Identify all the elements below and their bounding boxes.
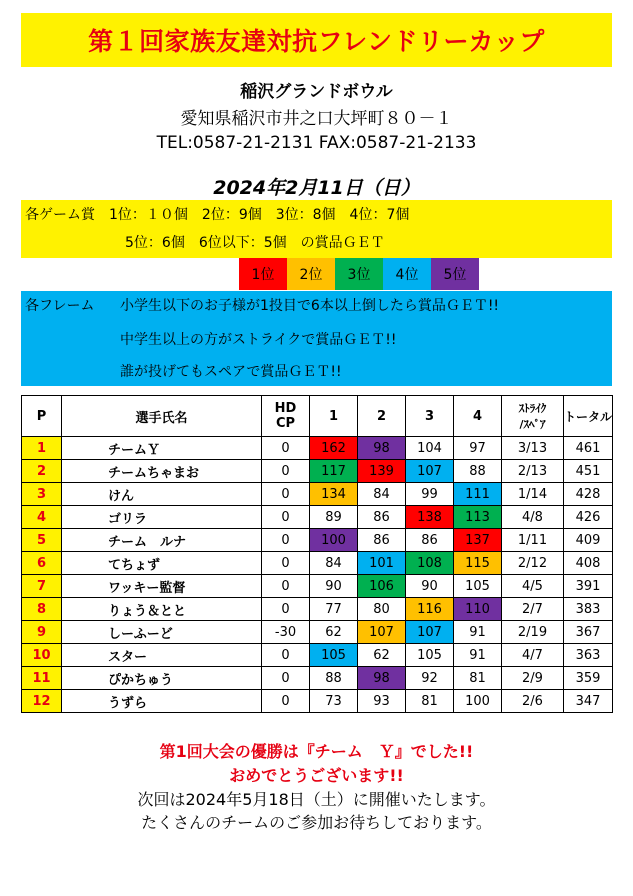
legend-rank-1: 1位: [239, 258, 287, 290]
cell-place: 2: [22, 460, 62, 483]
cell-game-2: 62: [358, 644, 406, 667]
cell-game-2: 98: [358, 437, 406, 460]
cell-player-name: チームちゃまお: [62, 460, 262, 483]
cell-game-3: 86: [406, 529, 454, 552]
cell-game-4: 113: [454, 506, 502, 529]
cell-place: 3: [22, 483, 62, 506]
cell-game-3: 99: [406, 483, 454, 506]
cell-game-4: 97: [454, 437, 502, 460]
score-table: [21, 395, 613, 713]
cell-hdcp: 0: [262, 644, 310, 667]
header-game-4: 4: [454, 396, 502, 437]
cell-game-1: 134: [310, 483, 358, 506]
cell-total: 426: [564, 506, 613, 529]
table-row: [22, 506, 613, 529]
cell-hdcp: 0: [262, 437, 310, 460]
cell-game-3: 104: [406, 437, 454, 460]
cell-game-4: 81: [454, 667, 502, 690]
cell-game-1: 162: [310, 437, 358, 460]
cell-game-1: 88: [310, 667, 358, 690]
cell-game-1: 89: [310, 506, 358, 529]
cell-game-1: 62: [310, 621, 358, 644]
frame-prize-line-2: 中学生以上の方がストライクで賞品ＧＥＴ!!: [120, 332, 397, 348]
cell-strike-spare: 2/9: [502, 667, 564, 690]
cell-game-1: 117: [310, 460, 358, 483]
cell-place: 12: [22, 690, 62, 713]
game-prize-line-2: 5位：6個 6位以下：5個 の賞品ＧＥＴ: [125, 235, 385, 251]
cell-strike-spare: 2/6: [502, 690, 564, 713]
cell-hdcp: 0: [262, 552, 310, 575]
legend-rank-4: 4位: [383, 258, 431, 290]
cell-player-name: チームＹ: [62, 437, 262, 460]
cell-game-2: 86: [358, 529, 406, 552]
cell-game-1: 73: [310, 690, 358, 713]
cell-game-1: 77: [310, 598, 358, 621]
venue-contact: TEL:0587-21-2131 FAX:0587-21-2133: [156, 133, 477, 153]
cell-player-name: けん: [62, 483, 262, 506]
cell-game-3: 107: [406, 621, 454, 644]
cell-game-3: 138: [406, 506, 454, 529]
cell-game-2: 86: [358, 506, 406, 529]
cell-game-2: 107: [358, 621, 406, 644]
cell-hdcp: 0: [262, 529, 310, 552]
cell-strike-spare: 4/7: [502, 644, 564, 667]
winner-announcement: 第1回大会の優勝は『チーム Ｙ』でした!!: [159, 742, 474, 761]
cell-game-2: 106: [358, 575, 406, 598]
cell-strike-spare: 4/8: [502, 506, 564, 529]
cell-game-3: 108: [406, 552, 454, 575]
cell-player-name: しーふーど: [62, 621, 262, 644]
congratulations-text: おめでとうございます!!: [229, 766, 404, 785]
cell-game-2: 93: [358, 690, 406, 713]
cell-game-1: 84: [310, 552, 358, 575]
cell-total: 409: [564, 529, 613, 552]
cell-game-2: 98: [358, 667, 406, 690]
cell-place: 9: [22, 621, 62, 644]
cell-strike-spare: 2/13: [502, 460, 564, 483]
header-hdcp: HD CP: [262, 396, 310, 437]
cell-game-3: 116: [406, 598, 454, 621]
cell-player-name: うずら: [62, 690, 262, 713]
cell-total: 391: [564, 575, 613, 598]
score-table-body: [22, 437, 613, 713]
venue-name: 稲沢グランドボウル: [240, 82, 393, 102]
cell-place: 4: [22, 506, 62, 529]
cell-game-4: 110: [454, 598, 502, 621]
game-prize-box: [21, 200, 612, 258]
cell-game-4: 91: [454, 644, 502, 667]
header-name: 選手氏名: [62, 396, 262, 437]
cell-hdcp: 0: [262, 598, 310, 621]
cell-strike-spare: 4/5: [502, 575, 564, 598]
cell-total: 347: [564, 690, 613, 713]
cell-total: 461: [564, 437, 613, 460]
cell-game-2: 139: [358, 460, 406, 483]
table-row: [22, 667, 613, 690]
cell-game-4: 115: [454, 552, 502, 575]
cell-place: 11: [22, 667, 62, 690]
cell-strike-spare: 1/14: [502, 483, 564, 506]
cell-game-1: 100: [310, 529, 358, 552]
cell-game-1: 105: [310, 644, 358, 667]
cell-strike-spare: 2/19: [502, 621, 564, 644]
next-event-text: 次回は2024年5月18日（土）に開催いたします。: [137, 790, 496, 809]
cell-hdcp: 0: [262, 460, 310, 483]
frame-prize-line-3: 誰が投げてもスペアで賞品ＧＥＴ!!: [120, 364, 342, 380]
frame-prize-box: [21, 291, 612, 386]
cell-player-name: ぴかちゅう: [62, 667, 262, 690]
cell-total: 383: [564, 598, 613, 621]
invitation-text: たくさんのチームのご参加お待ちしております。: [141, 813, 492, 832]
cell-game-4: 91: [454, 621, 502, 644]
cell-place: 8: [22, 598, 62, 621]
page-title: 第１回家族友達対抗フレンドリーカップ: [88, 27, 545, 56]
cell-player-name: ワッキー監督: [62, 575, 262, 598]
header-strike-spare: ｽﾄﾗｲｸ /ｽﾍﾟｱ: [502, 396, 564, 437]
cell-player-name: スター: [62, 644, 262, 667]
table-row: [22, 598, 613, 621]
header-total: トータル: [564, 396, 613, 437]
cell-place: 7: [22, 575, 62, 598]
cell-game-3: 107: [406, 460, 454, 483]
cell-player-name: てちょず: [62, 552, 262, 575]
cell-game-2: 101: [358, 552, 406, 575]
cell-game-2: 80: [358, 598, 406, 621]
cell-place: 6: [22, 552, 62, 575]
cell-hdcp: 0: [262, 667, 310, 690]
title-banner: [21, 13, 612, 67]
cell-strike-spare: 2/12: [502, 552, 564, 575]
legend-rank-2: 2位: [287, 258, 335, 290]
cell-game-4: 105: [454, 575, 502, 598]
cell-strike-spare: 2/7: [502, 598, 564, 621]
legend-rank-3: 3位: [335, 258, 383, 290]
cell-hdcp: 0: [262, 506, 310, 529]
cell-hdcp: -30: [262, 621, 310, 644]
cell-game-1: 90: [310, 575, 358, 598]
frame-prize-line-1: 小学生以下のお子様が1投目で6本以上倒したら賞品ＧＥＴ!!: [120, 298, 500, 314]
header-game-3: 3: [406, 396, 454, 437]
cell-strike-spare: 1/11: [502, 529, 564, 552]
table-row: [22, 690, 613, 713]
rank-color-legend: [239, 258, 479, 290]
cell-game-3: 92: [406, 667, 454, 690]
table-row: [22, 460, 613, 483]
cell-place: 5: [22, 529, 62, 552]
cell-game-4: 137: [454, 529, 502, 552]
frame-prize-label: 各フレーム: [25, 298, 95, 314]
table-row: [22, 644, 613, 667]
cell-game-4: 100: [454, 690, 502, 713]
cell-game-4: 111: [454, 483, 502, 506]
table-row: [22, 437, 613, 460]
header-game-1: 1: [310, 396, 358, 437]
cell-game-3: 81: [406, 690, 454, 713]
cell-player-name: チーム ルナ: [62, 529, 262, 552]
table-row: [22, 529, 613, 552]
cell-game-3: 105: [406, 644, 454, 667]
cell-total: 359: [564, 667, 613, 690]
cell-total: 367: [564, 621, 613, 644]
table-row: [22, 621, 613, 644]
cell-total: 408: [564, 552, 613, 575]
table-row: [22, 552, 613, 575]
event-date: 2024年2月11日（日）: [213, 177, 420, 199]
table-header-row: [22, 396, 613, 437]
header-p: P: [22, 396, 62, 437]
cell-place: 10: [22, 644, 62, 667]
cell-total: 451: [564, 460, 613, 483]
cell-place: 1: [22, 437, 62, 460]
legend-rank-5: 5位: [431, 258, 479, 290]
cell-game-3: 90: [406, 575, 454, 598]
venue-address: 愛知県稲沢市井之口大坪町８０－１: [180, 109, 453, 129]
cell-player-name: りょう＆とと: [62, 598, 262, 621]
table-row: [22, 575, 613, 598]
cell-game-2: 84: [358, 483, 406, 506]
game-prize-line-1: 各ゲーム賞 1位：１０個 2位：9個 3位：8個 4位：7個: [25, 207, 410, 223]
cell-strike-spare: 3/13: [502, 437, 564, 460]
table-row: [22, 483, 613, 506]
cell-hdcp: 0: [262, 483, 310, 506]
cell-hdcp: 0: [262, 575, 310, 598]
cell-total: 428: [564, 483, 613, 506]
cell-game-4: 88: [454, 460, 502, 483]
header-game-2: 2: [358, 396, 406, 437]
cell-player-name: ゴリラ: [62, 506, 262, 529]
cell-hdcp: 0: [262, 690, 310, 713]
cell-total: 363: [564, 644, 613, 667]
